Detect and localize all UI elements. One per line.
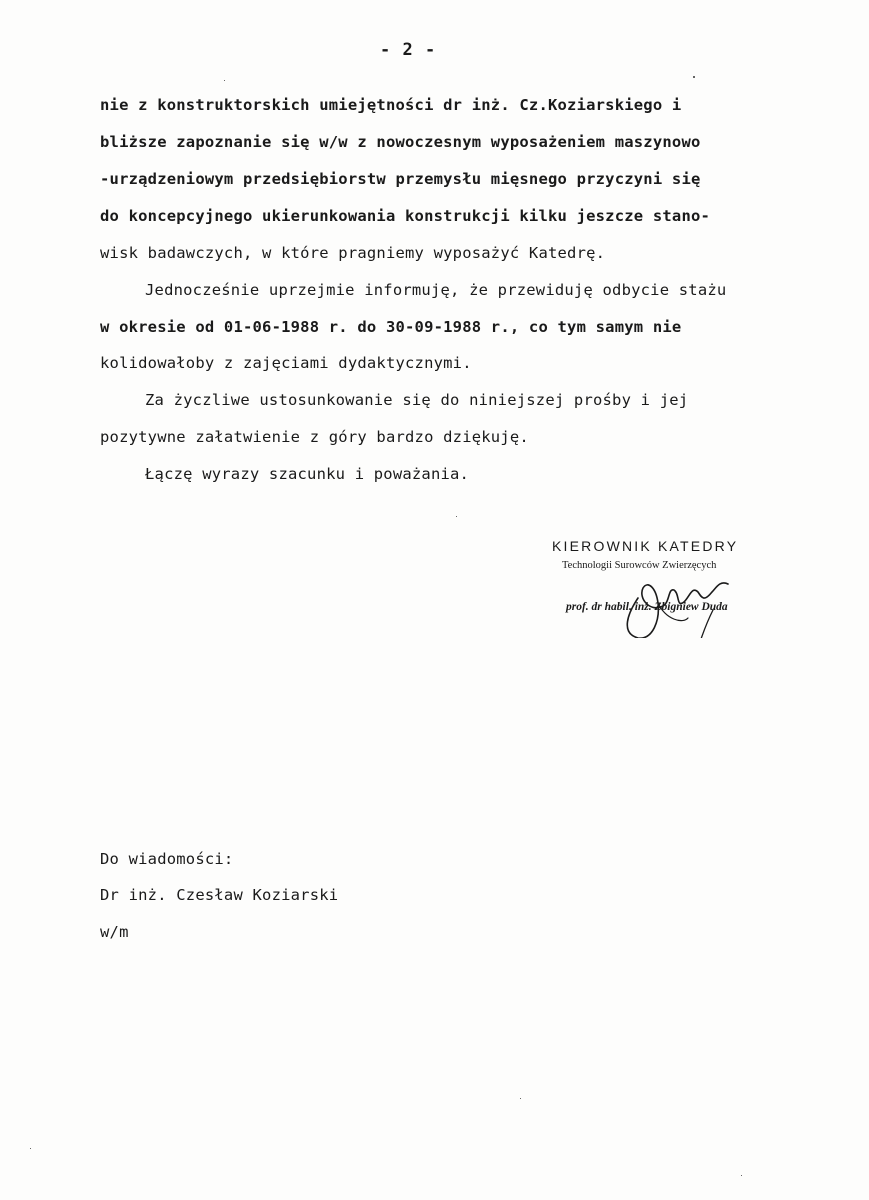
signature-stamp bbox=[530, 536, 820, 646]
distribution-note: w/m bbox=[100, 923, 129, 941]
body-line-7: w okresie od 01-06-1988 r. do 30-09-1988 r., co tym samym nie bbox=[100, 318, 682, 336]
body-line-9: Za życzliwe ustosunkowanie się do niniejszej prośby i jej bbox=[145, 391, 689, 409]
scan-speck bbox=[693, 76, 695, 78]
body-line-10: pozytywne załatwienie z góry bardzo dziękuję. bbox=[100, 428, 529, 446]
scan-speck bbox=[224, 80, 225, 81]
body-line-6: Jednocześnie uprzejmie informuję, że przewiduję odbycie stażu bbox=[145, 281, 727, 299]
handwritten-signature bbox=[608, 558, 798, 638]
scan-speck bbox=[30, 1148, 31, 1149]
scan-speck bbox=[456, 516, 457, 517]
body-line-5: wisk badawczych, w które pragniemy wyposażyć Katedrę. bbox=[100, 244, 606, 262]
stamp-title: KIEROWNIK KATEDRY bbox=[552, 538, 739, 554]
distribution-heading: Do wiadomości: bbox=[100, 850, 234, 868]
closing-line: Łączę wyrazy szacunku i poważania. bbox=[145, 465, 470, 483]
scan-speck bbox=[520, 1098, 521, 1099]
stamp-department: Technologii Surowców Zwierzęcych bbox=[562, 560, 717, 571]
distribution-recipient: Dr inż. Czesław Koziarski bbox=[100, 886, 339, 904]
body-line-1: nie z konstruktorskich umiejętności dr inż. Cz.Koziarskiego i bbox=[100, 96, 682, 114]
scan-speck bbox=[741, 1175, 742, 1176]
body-line-4: do koncepcyjnego ukierunkowania konstrukcji kilku jeszcze stano- bbox=[100, 207, 711, 225]
page-number: - 2 - bbox=[380, 40, 437, 60]
stamp-name: prof. dr habil. inż. Zbigniew Duda bbox=[566, 601, 728, 613]
body-line-2: bliższe zapoznanie się w/w z nowoczesnym wyposażeniem maszynowo bbox=[100, 133, 701, 151]
body-line-8: kolidowałoby z zajęciami dydaktycznymi. bbox=[100, 354, 472, 372]
body-line-3: -urządzeniowym przedsiębiorstw przemysłu mięsnego przyczyni się bbox=[100, 170, 701, 188]
